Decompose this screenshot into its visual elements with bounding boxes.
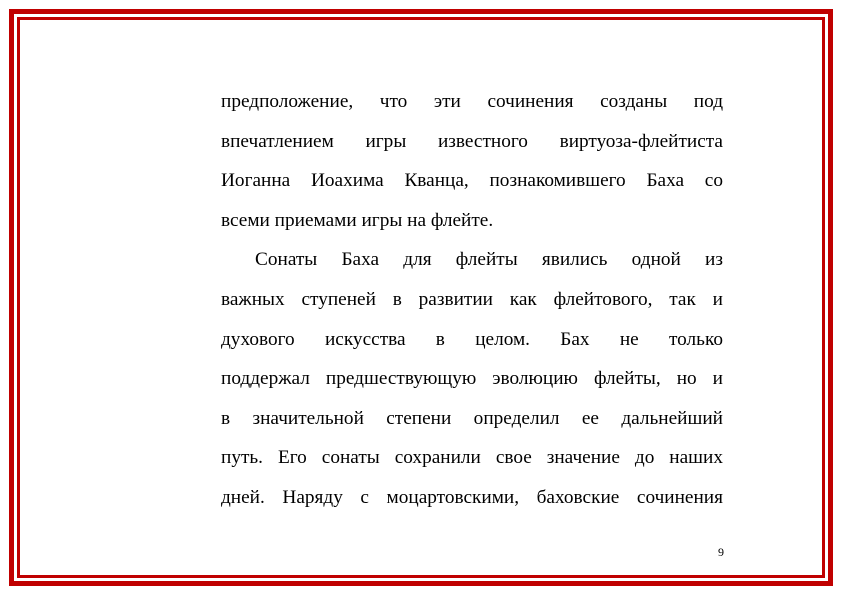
text-line: поддержал предшествующую эволюцию флейты, но и [221,368,723,390]
paragraph-1 [221,82,723,240]
text-line: в значительной степени определил ее дальнейший [221,407,723,429]
text-line: предположение, что эти сочинения созданы под [221,91,723,112]
text-line: духового искусства в целом. Бах не только [221,328,723,350]
page-number: 9 [718,545,724,559]
body-text [221,82,723,518]
text-line: путь. Его сонаты сохранили свое значение до наших [221,447,723,469]
paragraph-2 [221,240,723,517]
text-line: важных ступеней в развитии как флейтового, так и [221,288,723,310]
text-line: Иоганна Иоахима Кванца, познакомившего Баха со [221,170,723,192]
text-line: дней. Наряду с моцартовскими, баховские сочинения [221,486,723,508]
text-line: всеми приемами игры на флейте. [221,209,494,231]
text-line: впечатлением игры известного виртуоза-флейтиста [221,130,723,152]
text-line: Сонаты Баха для флейты явились одной из [255,249,723,271]
